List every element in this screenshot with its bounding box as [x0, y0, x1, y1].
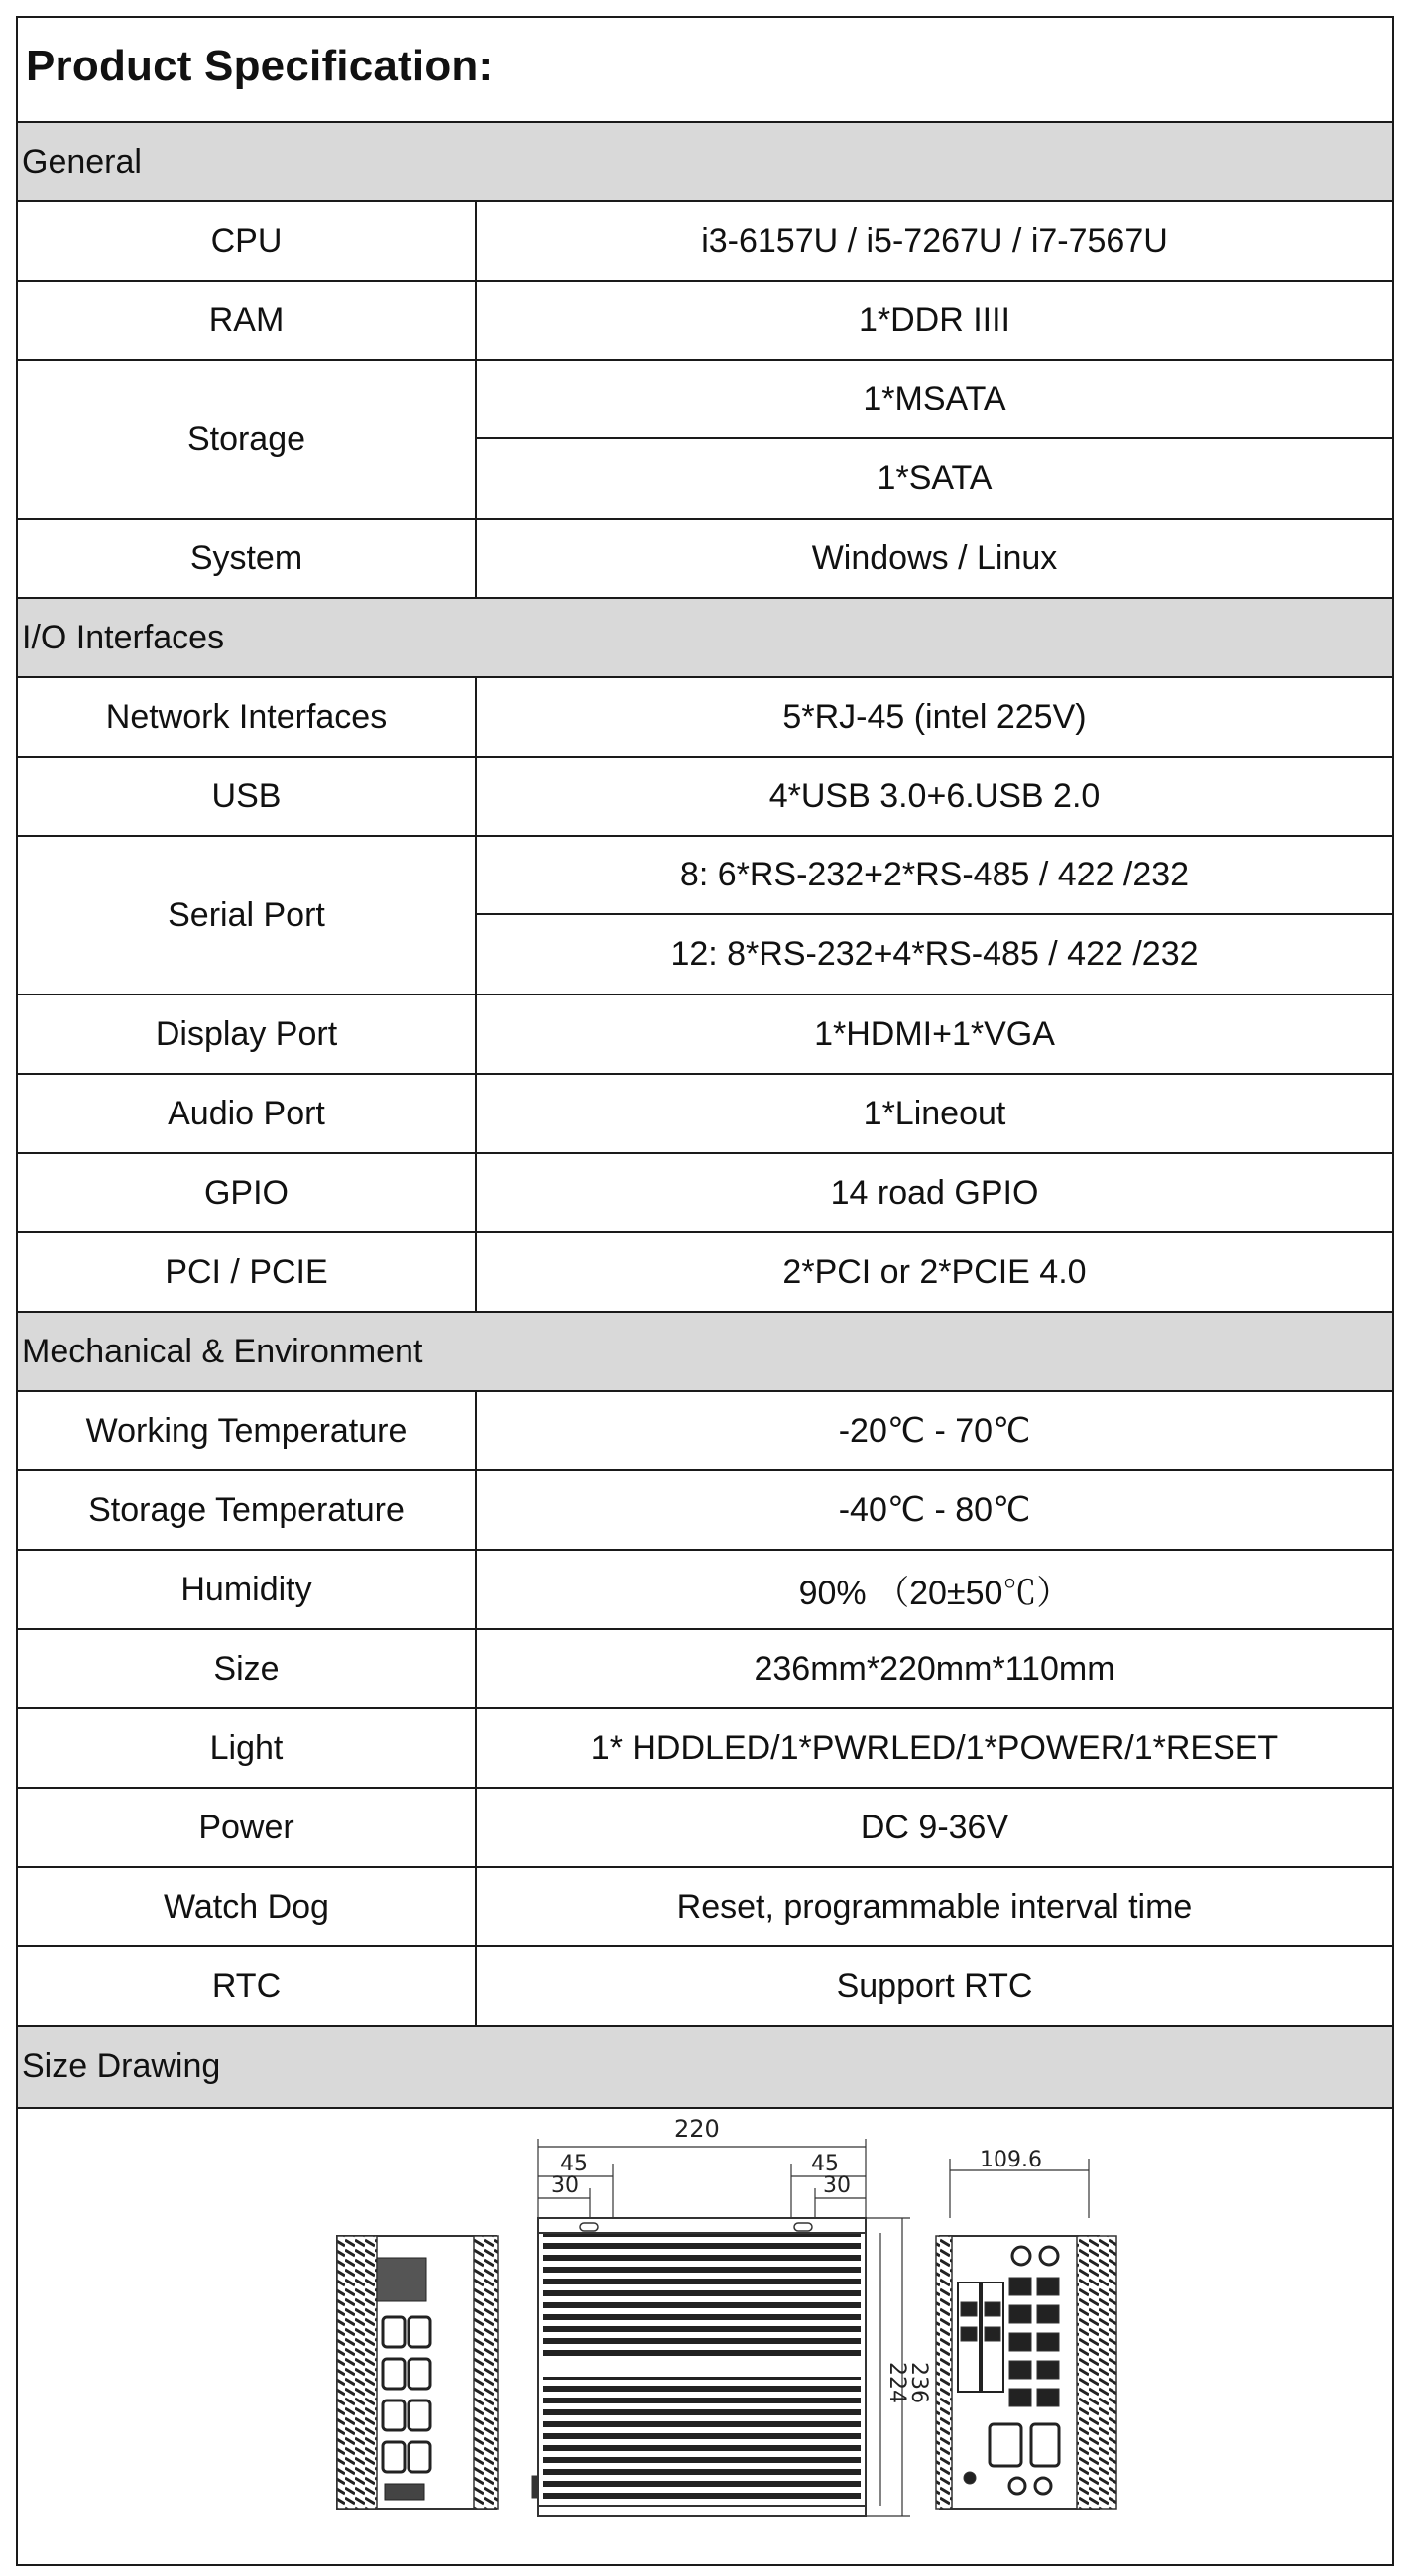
- spec-row-ram: [18, 282, 1392, 361]
- spec-value: 236mm*220mm*110mm: [754, 1649, 1115, 1688]
- spec-value: 1*DDR IIII: [858, 300, 1011, 339]
- spec-sheet: [16, 16, 1394, 2566]
- spec-value: 1*SATA: [877, 459, 993, 497]
- spec-value: Support RTC: [836, 1966, 1033, 2005]
- spec-value: 12: 8*RS-232+4*RS-485 / 422 /232: [670, 935, 1199, 973]
- spec-row-cpu: [18, 202, 1392, 282]
- spec-label: Storage Temperature: [18, 1471, 477, 1549]
- spec-row-working-temp: [18, 1392, 1392, 1471]
- right-side-view: [936, 2236, 1116, 2509]
- spec-value: i3-6157U / i5-7267U / i7-7567U: [701, 221, 1168, 260]
- spec-label: Audio Port: [18, 1075, 477, 1152]
- dim-depth: 109.6: [980, 2148, 1042, 2172]
- spec-value: 1*MSATA: [477, 361, 1392, 439]
- front-view: [532, 2218, 866, 2516]
- section-heading: Mechanical & Environment: [22, 1332, 423, 1370]
- spec-row-watchdog: [18, 1868, 1392, 1947]
- spec-label: Serial Port: [18, 837, 477, 994]
- spec-value: Reset, programmable interval time: [676, 1887, 1193, 1926]
- spec-label: PCI / PCIE: [18, 1233, 477, 1311]
- spec-value: 1*Lineout: [863, 1094, 1006, 1132]
- dim-height-inner: 224: [884, 2362, 909, 2403]
- dim-width: 220: [674, 2115, 720, 2143]
- spec-label: CPU: [18, 202, 477, 280]
- spec-value: 90% （20±50℃）: [798, 1574, 1071, 1612]
- spec-row-audio: [18, 1075, 1392, 1154]
- spec-label: GPIO: [18, 1154, 477, 1231]
- spec-value: DC 9-36V: [860, 1808, 1009, 1846]
- spec-label: Light: [18, 1709, 477, 1787]
- spec-row-serial: [18, 837, 1392, 995]
- spec-label: Storage: [18, 361, 477, 518]
- spec-row-network: [18, 678, 1392, 758]
- spec-value: 14 road GPIO: [830, 1173, 1039, 1212]
- dimension-drawing-svg: [18, 2109, 1392, 2564]
- dim-right-30: 30: [823, 2173, 851, 2198]
- spec-row-display: [18, 995, 1392, 1075]
- spec-row-gpio: [18, 1154, 1392, 1233]
- spec-label: Working Temperature: [18, 1392, 477, 1469]
- spec-row-size: [18, 1630, 1392, 1709]
- size-drawing: [18, 2109, 1392, 2564]
- spec-label: RTC: [18, 1947, 477, 2025]
- spec-value: -20℃ - 70℃: [838, 1412, 1031, 1450]
- spec-row-humidity: [18, 1551, 1392, 1630]
- page-title: Product Specification:: [26, 42, 494, 90]
- dim-height-outer: 236: [906, 2362, 931, 2403]
- spec-row-pci: [18, 1233, 1392, 1313]
- section-io: [18, 599, 1392, 678]
- spec-label: Network Interfaces: [18, 678, 477, 756]
- dim-left-30: 30: [551, 2173, 579, 2198]
- spec-row-system: [18, 520, 1392, 599]
- title-row: [18, 18, 1392, 123]
- spec-label: Display Port: [18, 995, 477, 1073]
- spec-row-storage: [18, 361, 1392, 520]
- spec-row-rtc: [18, 1947, 1392, 2027]
- spec-label: Size: [18, 1630, 477, 1707]
- spec-value: 8: 6*RS-232+2*RS-485 / 422 /232: [477, 837, 1392, 915]
- spec-row-storage-temp: [18, 1471, 1392, 1551]
- spec-label: System: [18, 520, 477, 597]
- spec-value: 1* HDDLED/1*PWRLED/1*POWER/1*RESET: [590, 1728, 1279, 1767]
- section-mechanical: [18, 1313, 1392, 1392]
- spec-row-light: [18, 1709, 1392, 1789]
- dim-left-45: 45: [560, 2152, 588, 2176]
- spec-row-power: [18, 1789, 1392, 1868]
- spec-value: -40℃ - 80℃: [838, 1491, 1031, 1529]
- spec-value: Windows / Linux: [811, 538, 1058, 577]
- spec-label: USB: [18, 758, 477, 835]
- spec-label: Watch Dog: [18, 1868, 477, 1945]
- spec-label: RAM: [18, 282, 477, 359]
- section-general: [18, 123, 1392, 202]
- dim-right-45: 45: [811, 2152, 839, 2176]
- section-heading: I/O Interfaces: [22, 618, 225, 656]
- spec-value: 2*PCI or 2*PCIE 4.0: [782, 1252, 1087, 1291]
- spec-row-usb: [18, 758, 1392, 837]
- left-side-view: [337, 2236, 498, 2509]
- spec-value: 5*RJ-45 (intel 225V): [782, 697, 1087, 736]
- spec-label: Power: [18, 1789, 477, 1866]
- section-size-drawing: [18, 2027, 1392, 2109]
- spec-value: 4*USB 3.0+6.USB 2.0: [768, 776, 1101, 815]
- spec-value: 1*HDMI+1*VGA: [814, 1014, 1055, 1053]
- spec-label: Humidity: [18, 1551, 477, 1628]
- section-heading: General: [22, 142, 142, 180]
- section-heading: Size Drawing: [22, 2048, 221, 2085]
